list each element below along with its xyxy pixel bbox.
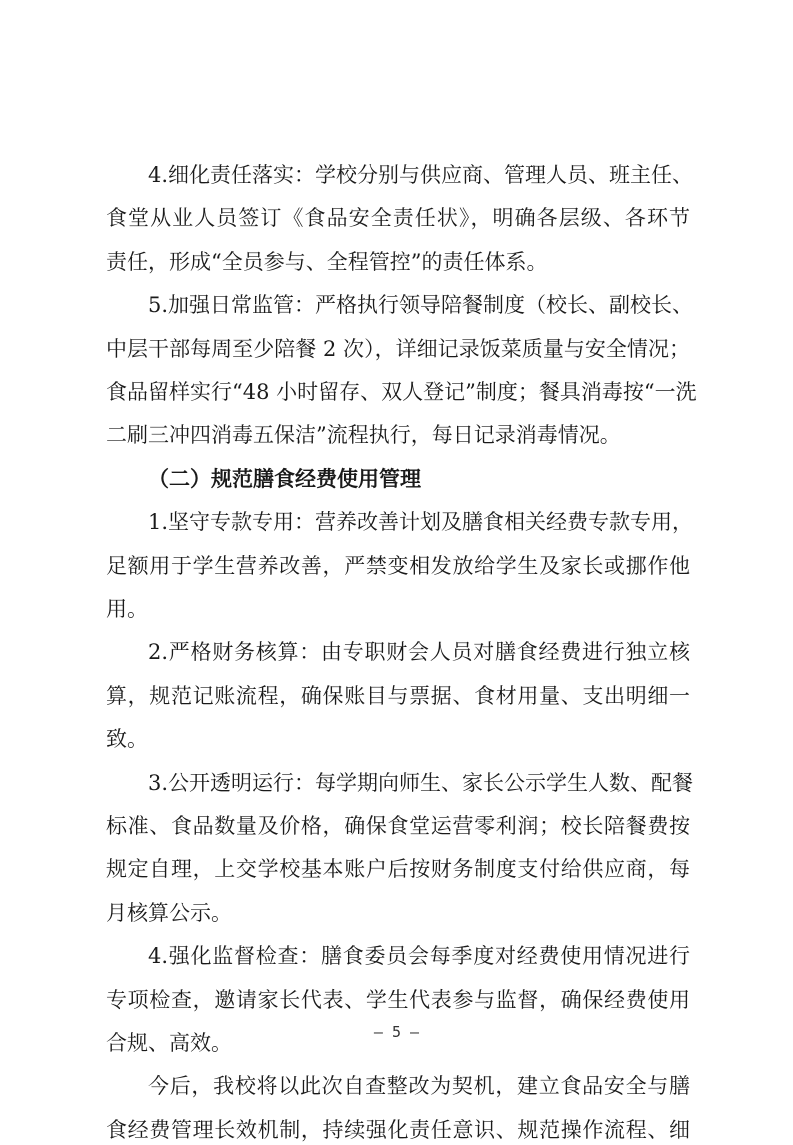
paragraph-line: 责任，形成“全员参与、全程管控”的责任体系。 [106,249,548,274]
page-number: — 5 — [373,1023,420,1041]
paragraph-line: 今后，我校将以此次自查整改为契机，建立食品安全与膳 [148,1074,690,1099]
paragraph-line: 用。 [106,597,148,621]
paragraph-line: 食品留样实行“48 小时留存、双人登记”制度；餐具消毒按“一洗 [106,380,697,404]
paragraph-line: 4.细化责任落实：学校分别与供应商、管理人员、班主任、 [148,163,694,187]
paragraph-line: 算，规范记账流程，确保账目与票据、食材用量、支出明细一 [106,683,690,708]
paragraph-line: 二刷三冲四消毒五保洁”流程执行，每日记录消毒情况。 [106,423,621,448]
section-heading: （二）规范膳食经费使用管理 [148,465,421,491]
paragraph-line: 1.坚守专款专用：营养改善计划及膳食相关经费专款专用， [148,510,694,535]
paragraph-line: 规定自理，上交学校基本账户后按财务制度支付给供应商，每 [106,857,690,882]
paragraph-line: 足额用于学生营养改善，严禁变相发放给学生及家长或挪作他 [106,553,690,578]
paragraph-line: 致。 [106,727,148,752]
paragraph-line: 专项检查，邀请家长代表、学生代表参与监督，确保经费使用 [106,987,690,1012]
paragraph-line: 5.加强日常监管：严格执行领导陪餐制度（校长、副校长、 [148,293,694,318]
paragraph-line: 4.强化监督检查：膳食委员会每季度对经费使用情况进行 [148,944,690,969]
paragraph-line: 食经费管理长效机制，持续强化责任意识、规范操作流程、细 [106,1117,690,1142]
paragraph-line: 标准、食品数量及价格，确保食堂运营零利润；校长陪餐费按 [106,814,690,838]
paragraph-line: 2.严格财务核算：由专职财会人员对膳食经费进行独立核 [148,640,690,665]
paragraph-line: 中层干部每周至少陪餐 2 次），详细记录饭菜质量与安全情况； [106,336,690,361]
paragraph-line: 3.公开透明运行：每学期向师生、家长公示学生人数、配餐 [148,770,694,795]
paragraph-line: 月核算公示。 [106,900,232,925]
paragraph-line: 食堂从业人员签订《食品安全责任状》，明确各层级、各环节 [106,206,690,231]
paragraph-line: 合规、高效。 [106,1031,232,1055]
